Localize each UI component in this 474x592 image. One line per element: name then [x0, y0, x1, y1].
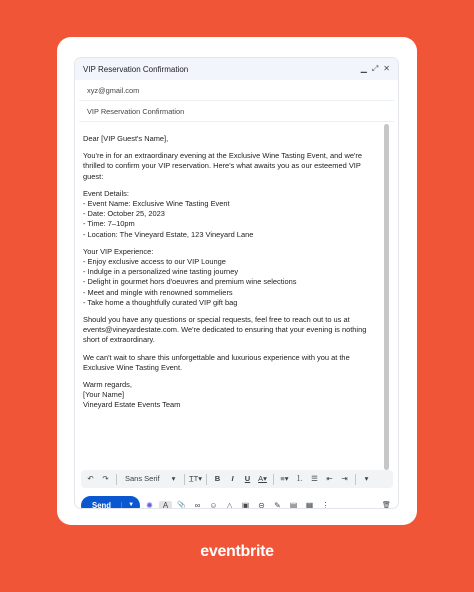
link-icon[interactable]: ∞ [194, 500, 201, 508]
detail-line: - Time: 7–10pm [83, 219, 135, 229]
subject-field[interactable]: VIP Reservation Confirmation [79, 101, 394, 122]
compose-window [75, 58, 398, 508]
emoji-icon[interactable]: ☺ [209, 500, 218, 508]
experience-line: - Indulge in a personalized wine tasting journey [83, 267, 239, 277]
compose-title-bar [75, 58, 398, 80]
experience-line: - Meet and mingle with renowned sommeliers [83, 287, 233, 297]
signoff [83, 380, 383, 411]
attach-icon[interactable]: 📎 [177, 502, 186, 508]
email-card [57, 37, 417, 525]
more-formatting-icon[interactable]: ▾ [364, 474, 369, 483]
event-details [83, 189, 383, 240]
font-dropdown-icon[interactable]: ▾ [171, 474, 176, 483]
indent-more-icon[interactable]: ⇥ [341, 474, 348, 483]
divider [206, 474, 207, 485]
detail-line: - Event Name: Exclusive Wine Tasting Event [83, 199, 230, 209]
send-options-icon[interactable]: ▼ [121, 502, 140, 508]
redo-icon[interactable]: ↷ [102, 474, 109, 483]
confidential-mode-icon[interactable]: ⊝ [258, 500, 265, 508]
text-color-icon[interactable]: A▾ [258, 474, 267, 483]
schedule-icon[interactable]: ▦ [305, 500, 314, 508]
signoff-line: Warm regards, [83, 380, 132, 390]
divider [116, 474, 117, 485]
detail-line: - Date: October 25, 2023 [83, 209, 165, 219]
signoff-line: Vineyard Estate Events Team [83, 400, 181, 410]
questions-paragraph: Should you have any questions or special requests, feel free to reach out to us at events@vineyardestate.com. We're dedicated to ensuring that your evening is nothing short of extraordinary. [83, 315, 367, 345]
divider [184, 474, 185, 485]
experience-line: - Take home a thoughtfully curated VIP gift bag [83, 297, 238, 307]
expand-icon[interactable]: ⤢ [371, 64, 379, 73]
experience-line: - Enjoy exclusive access to our VIP Lounge [83, 257, 226, 267]
more-options-icon[interactable]: ⋮ [321, 500, 330, 508]
compose-actions-bar [81, 495, 393, 508]
delete-icon[interactable]: 🗑 [382, 502, 391, 508]
message-body[interactable] [83, 134, 383, 474]
formatting-toolbar [81, 470, 393, 488]
font-select[interactable]: Sans Serif [125, 474, 160, 483]
intro-paragraph: You're in for an extraordinary evening at the Exclusive Wine Tasting Event, and we're thrilled to confirm your VIP reservation. Here's what awaits you as our esteemed VIP guest: [83, 151, 363, 181]
bulleted-list-icon[interactable]: ☰ [311, 474, 318, 483]
close-icon[interactable]: ✕ [383, 64, 390, 73]
indent-less-icon[interactable]: ⇤ [326, 474, 333, 483]
gemini-icon[interactable]: ✺ [146, 500, 153, 508]
send-button[interactable] [81, 496, 140, 509]
bold-icon[interactable]: B [214, 474, 221, 483]
underline-icon[interactable]: U [244, 474, 251, 483]
minimize-icon[interactable]: ▁ [360, 64, 367, 73]
eventbrite-logo: eventbrite [200, 543, 274, 560]
experience-line: - Delight in gourmet hors d'oeuvres and premium wine selections [83, 277, 297, 287]
formatting-options-icon[interactable]: A [159, 501, 172, 509]
divider [273, 474, 274, 485]
vip-experience [83, 247, 383, 308]
to-field[interactable]: xyz@gmail.com [79, 80, 394, 101]
signoff-line: [Your Name] [83, 390, 125, 400]
undo-icon[interactable]: ↶ [87, 474, 94, 483]
text-size-icon[interactable]: T̲T▾ [189, 474, 202, 483]
details-heading: Event Details: [83, 188, 129, 198]
drive-icon[interactable]: △ [226, 500, 233, 508]
experience-heading: Your VIP Experience: [83, 246, 154, 256]
divider [355, 474, 356, 485]
template-icon[interactable]: ▤ [289, 500, 298, 508]
closing-paragraph: We can't wait to share this unforgettable and luxurious experience with you at the Exclusive Wine Tasting Event. [83, 352, 350, 372]
window-title: VIP Reservation Confirmation [83, 64, 189, 74]
send-label[interactable]: Send [92, 500, 112, 508]
align-icon[interactable]: ≡▾ [280, 474, 289, 483]
numbered-list-icon[interactable]: ⒈ [295, 474, 304, 483]
italic-icon[interactable]: I [231, 474, 234, 483]
signature-icon[interactable]: ✎ [274, 500, 281, 508]
scrollbar[interactable] [384, 124, 389, 470]
photo-icon[interactable]: ▣ [241, 500, 250, 508]
detail-line: - Location: The Vineyard Estate, 123 Vineyard Lane [83, 229, 254, 239]
greeting: Dear [VIP Guest's Name], [83, 134, 169, 143]
